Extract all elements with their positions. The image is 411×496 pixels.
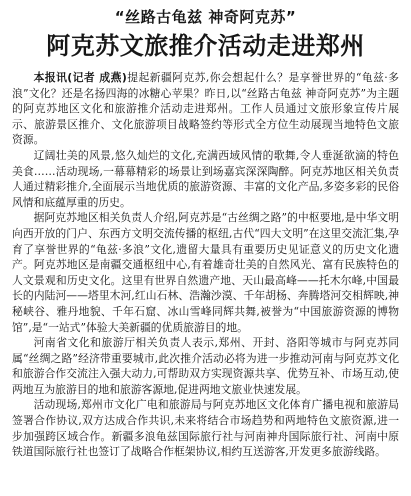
byline: 本报讯(记者 成燕) xyxy=(33,71,127,84)
article-paragraph: 据阿克苏地区相关负责人介绍,阿克苏是“古丝绸之路”的中枢要地,是中华文明向西开放的门户、东西方文明交流传播的枢纽,古代“四大文明”在这里交流汇集,孕育了享誉世界的“龟兹·多浪”文化,遗留大量具有重要历史见证意义的历史文化遗产。阿克苏地区是南疆交通枢纽中心,有着雄奇壮美的自然风光、富有民族特色的人文景观和历史文化。这里有世界自然遗产地、天山最高峰——托木尔峰,中国最长的内陆河——塔里木河,红山石林、浩瀚沙漠、千年胡杨、奔腾塔河交相辉映,神秘峡谷、雅丹地貌、千年石窟、冰山雪峰同辉共舞,被誉为“中国旅游资源的博物馆”,是“一站式”体验大美新疆的优质旅游目的地。 xyxy=(12,211,399,334)
article-paragraph xyxy=(12,70,399,148)
article-title: 阿克苏文旅推介活动走进郑州 xyxy=(46,32,365,60)
article-paragraph: 河南省文化和旅游厅相关负责人表示,郑州、开封、洛阳等城市与阿克苏同属“丝绸之路”经济带重要城市,此次推介活动必将为进一步推动河南与阿克苏文化和旅游合作交流注入强大动力,可帮助双方实现资源共享、优势互补、市场互动,使两地互为旅游目的地和旅游客源地,促进两地文旅业快速发展。 xyxy=(12,336,399,396)
paragraph-text: 提起新疆阿克苏,你会想起什么？是享誉世界的“龟兹·多浪”文化？还是名扬四海的冰糖心苹果？昨日,以“丝路古龟兹 神奇阿克苏”为主题的阿克苏地区文化和旅游推介活动走进郑州。工作人员通过文旅形象宣传片展示、旅游景区推介、文化旅游项目战略签约等形式全方位生动展现当地特色文旅资源。 xyxy=(12,71,399,147)
article-paragraph: 辽阔壮美的风景,悠久灿烂的文化,充满西域风情的歌舞,令人垂涎欲滴的特色美食……活动现场,一幕幕精彩的场景让到场嘉宾深深陶醉。阿克苏地区相关负责人通过精彩推介,全面展示当地优质的旅游资源、丰富的文化产品,多姿多彩的民俗风情和底蕴厚重的历史。 xyxy=(12,148,399,209)
article-paragraph: 活动现场,郑州市文化广电和旅游局与阿克苏地区文化体育广播电视和旅游局签署合作协议,双方达成合作共识,未来将结合市场趋势和两地特色文旅资源,进一步加强跨区域合作。新疆多浪龟兹国际旅行社与河南神舟国际旅行社、河南中原铁道国际旅行社也签订了战略合作框架协议,相约互送游客,开发更多旅游线路。 xyxy=(12,398,399,459)
article-body xyxy=(12,70,399,460)
article-subtitle: “丝路古龟兹 神奇阿克苏” xyxy=(114,8,297,26)
